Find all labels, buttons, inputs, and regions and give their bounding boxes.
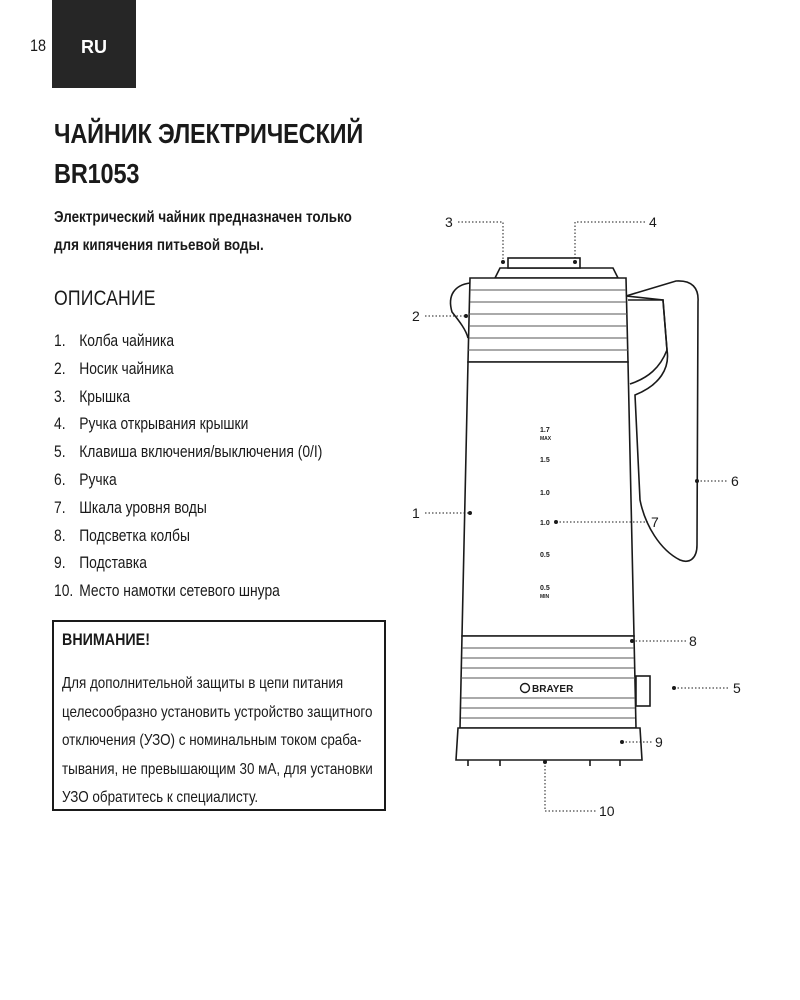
list-item-label: Подставка [79,554,147,573]
scale-unit-max: MAX [540,436,552,442]
language-tab [52,0,136,88]
callout-line-10 [545,762,596,811]
callout-line-4 [575,222,645,262]
scale-mark: 1.0 [540,520,550,527]
callout-9: 9 [655,734,663,750]
list-item-label: Место намотки сетевого шнура [79,582,280,601]
list-item-label: Колба чайника [79,332,175,350]
callout-2: 2 [412,308,420,324]
warning-title: ВНИМАНИЕ! [62,630,150,649]
list-item-number: 2. [54,359,66,378]
list-item [54,384,322,412]
list-item-label: Клавиша включения/выключения (0/I) [79,443,323,462]
list-item-label: Ручка открывания крышки [79,415,249,434]
kettle-lid [495,268,618,278]
kettle-spout [451,283,470,338]
list-item-number: 4. [54,415,66,434]
list-item [54,328,322,356]
scale-mark: 0.5 [540,552,550,559]
callout-7: 7 [651,514,659,530]
scale-unit-min: MIN [540,594,550,600]
title-line-1: ЧАЙНИК ЭЛЕКТРИЧЕСКИЙ [54,118,364,149]
list-item-number: 1. [54,332,66,350]
warning-line: Для дополнительной защиты в цепи питания [62,675,344,692]
brand-logo-text: BRAYER [532,684,574,695]
scale-mark: 0.5 [540,585,550,592]
list-item [54,439,322,467]
callout-1: 1 [412,505,420,521]
warning-line: тывания, не превышающим 30 мА, для установки [62,760,373,778]
list-item [54,495,322,523]
page-title [54,114,363,194]
callout-4: 4 [649,214,657,230]
warning-line: целесообразно установить устройство защитного [62,703,373,721]
list-item [54,467,322,495]
parts-list [54,328,322,606]
list-item-number: 10. [54,582,74,601]
warning-line: отключения (УЗО) с номинальным током сраба- [62,732,362,749]
list-item [54,356,322,384]
list-item-number: 9. [54,554,66,573]
callout-10: 10 [599,803,615,819]
list-item-number: 3. [54,387,66,406]
handle-inner-edge [628,300,667,384]
list-item-label: Шкала уровня воды [79,498,207,517]
list-item [54,550,322,578]
list-item-number: 6. [54,470,66,489]
section-heading-description: ОПИСАНИЕ [54,287,156,310]
title-line-2: BR1053 [54,158,140,189]
list-item-label: Крышка [79,387,131,406]
callout-5: 5 [733,680,741,696]
warning-text [62,670,381,813]
list-item [54,411,322,439]
lid-handle [508,258,580,268]
list-item-label: Ручка [79,470,117,489]
list-item-number: 5. [54,443,66,462]
scale-mark: 1.0 [540,490,550,497]
callout-3: 3 [445,214,453,230]
callout-6: 6 [731,473,739,489]
warning-box [52,620,386,811]
list-item-number: 8. [54,526,66,545]
list-item [54,523,322,551]
intro-line-2: для кипячения питьевой воды. [54,237,264,254]
kettle-stand [456,728,642,760]
intro-paragraph [54,204,373,260]
kettle-handle [626,281,698,561]
power-switch [636,676,650,706]
list-item-number: 7. [54,498,66,517]
scale-mark: 1.5 [540,457,550,464]
kettle-top-collar [468,278,628,362]
kettle-diagram [400,195,800,835]
intro-line-1: Электрический чайник предназначен только [54,209,352,226]
kettle-base-ribbed [460,636,636,728]
list-item-label: Подсветка колбы [79,526,190,545]
list-item [54,578,322,606]
callout-8: 8 [689,633,697,649]
language-code: RU [81,36,107,57]
scale-mark: 1.7 [540,427,550,434]
page-number: 18 [30,36,47,55]
callout-line-3 [458,222,503,262]
warning-line: УЗО обратитесь к специалисту. [62,789,259,806]
list-item-label: Носик чайника [79,359,174,378]
